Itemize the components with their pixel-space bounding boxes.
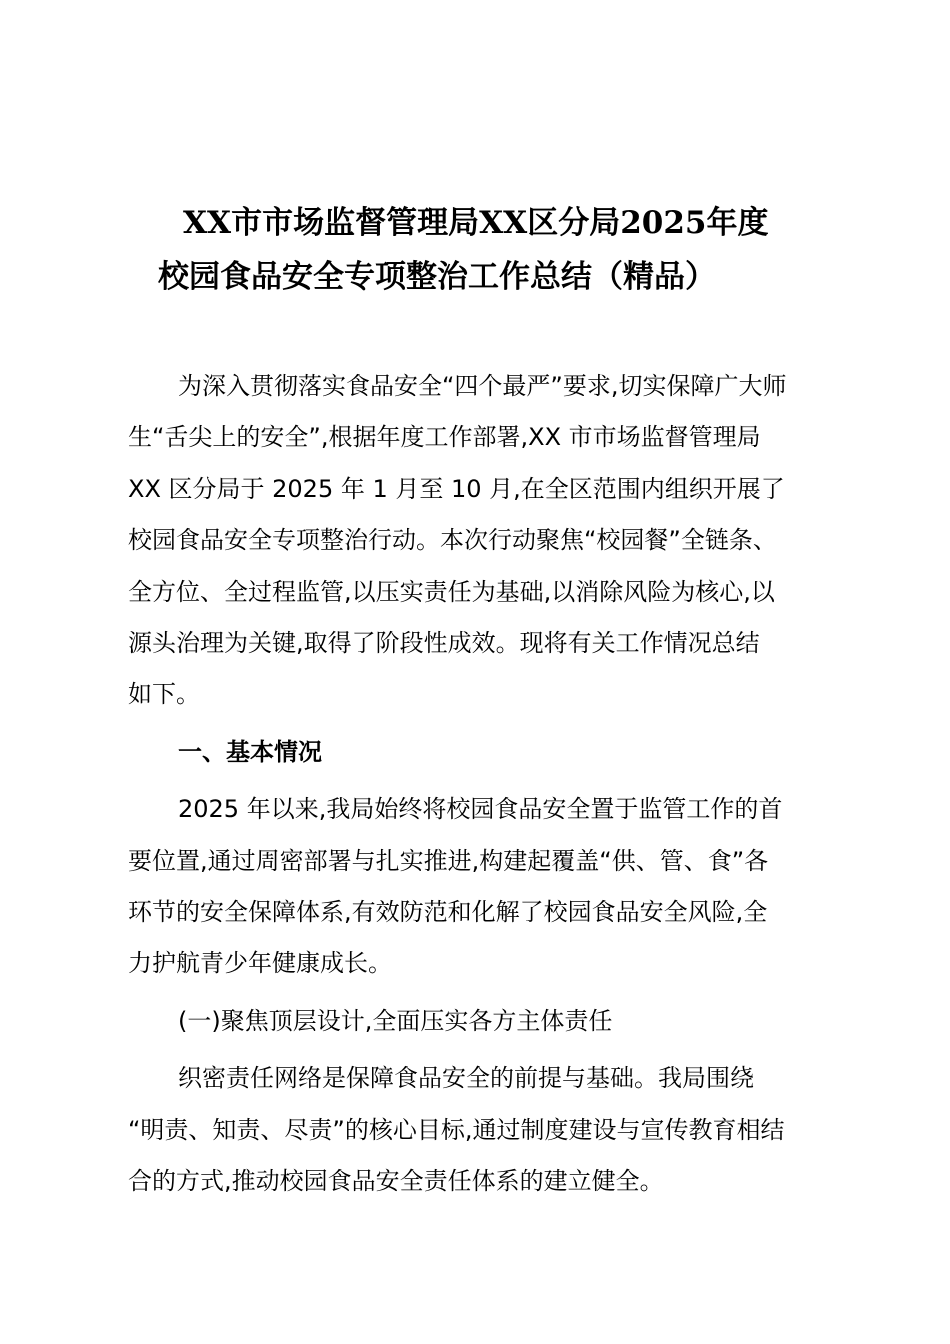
subsection-heading <box>128 996 820 1047</box>
section-heading <box>128 727 820 778</box>
text-line: XX 区分局于 2025 年 1 月至 10 月,在全区范围内组织开展了 <box>128 474 785 503</box>
text-line: 力护航青少年健康成长。 <box>128 949 392 978</box>
title-line-2: 校园食品安全专项整治工作总结（精品） <box>158 259 716 295</box>
text-line: 环节的安全保障体系,有效防范和化解了校园食品安全风险,全 <box>128 898 768 927</box>
document-body <box>128 361 820 1208</box>
document-title <box>0 196 950 304</box>
text-line: 校园食品安全专项整治行动。本次行动聚焦“校园餐”全链条、 <box>128 526 777 555</box>
text-line: 全方位、全过程监管,以压实责任为基础,以消除风险为核心,以 <box>128 577 775 606</box>
text-line: “明责、知责、尽责”的核心目标,通过制度建设与宣传教育相结 <box>128 1115 785 1144</box>
text-line: 2025 年以来,我局始终将校园食品安全置于监管工作的首 <box>178 795 783 824</box>
intro-paragraph <box>128 361 820 721</box>
text-line: 织密责任网络是保障食品安全的前提与基础。我局围绕 <box>178 1064 754 1093</box>
text-line: 如下。 <box>128 680 200 709</box>
subsection-paragraph <box>128 1053 820 1207</box>
section-paragraph <box>128 784 820 990</box>
text-line: 合的方式,推动校园食品安全责任体系的建立健全。 <box>128 1167 664 1196</box>
section-heading-text: 一、基本情况 <box>178 737 322 766</box>
title-line-1: XX市市场监督管理局XX区分局2025年度 <box>183 205 769 241</box>
text-line: 生“舌尖上的安全”,根据年度工作部署,XX 市市场监督管理局 <box>128 423 761 452</box>
text-line: 为深入贯彻落实食品安全“四个最严”要求,切实保障广大师 <box>178 372 787 400</box>
subsection-heading-text: (一)聚焦顶层设计,全面压实各方主体责任 <box>178 1006 613 1035</box>
text-line: 源头治理为关键,取得了阶段性成效。现将有关工作情况总结 <box>128 629 760 658</box>
text-line: 要位置,通过周密部署与扎实推进,构建起覆盖“供、管、食”各 <box>128 846 769 875</box>
